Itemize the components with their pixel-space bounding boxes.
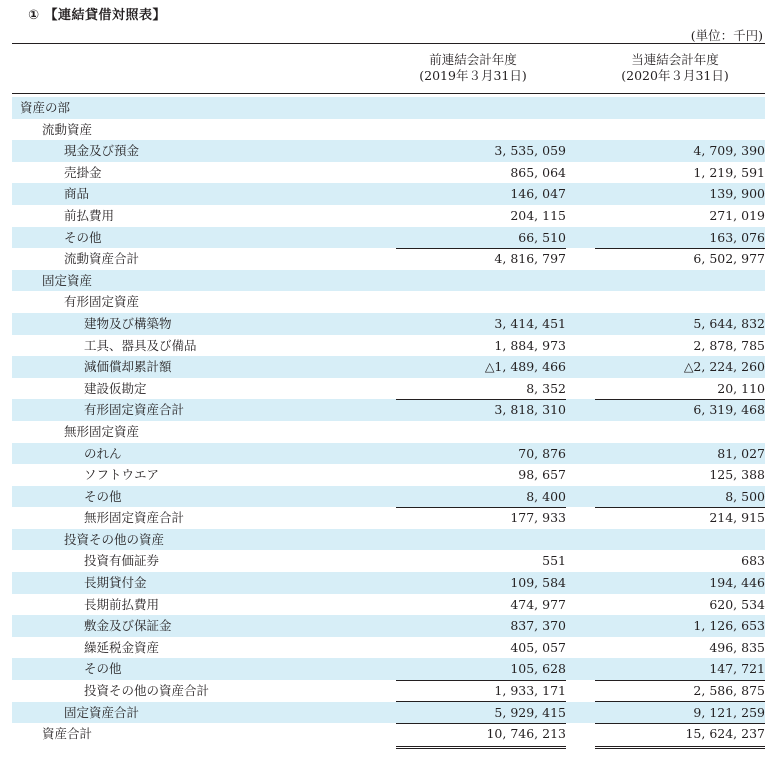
row-label: 有形固定資産	[64, 294, 140, 310]
table-row	[12, 615, 765, 637]
subtotal-rule	[396, 701, 566, 702]
current-year-value: 683	[741, 553, 765, 569]
row-label: 投資その他の資産	[64, 531, 165, 547]
table-row	[12, 464, 765, 486]
row-label: 固定資産合計	[64, 704, 140, 720]
table-row	[12, 507, 765, 529]
row-label: 無形固定資産	[64, 423, 140, 439]
row-label: 長期貸付金	[84, 575, 147, 591]
grand-total-double-rule	[595, 748, 765, 749]
current-year-value: 139, 900	[709, 186, 765, 202]
table-row	[12, 486, 765, 508]
subtotal-rule	[595, 399, 765, 400]
subtotal-rule	[396, 680, 566, 681]
table-row	[12, 335, 765, 357]
prior-year-value: 837, 370	[510, 618, 566, 634]
prior-year-value: 474, 977	[510, 596, 566, 612]
current-year-value: 214, 915	[709, 510, 765, 526]
current-year-value: 81, 027	[717, 445, 765, 461]
prior-year-value: 1, 933, 171	[494, 683, 566, 699]
row-label: 売掛金	[64, 164, 102, 180]
current-year-value: 5, 644, 832	[693, 315, 765, 331]
row-label: 有形固定資産合計	[84, 402, 185, 418]
subtotal-rule	[396, 248, 566, 249]
subtotal-rule	[595, 701, 765, 702]
subtotal-rule	[396, 723, 566, 724]
row-label: 固定資産	[42, 272, 93, 288]
current-year-value: 2, 878, 785	[693, 337, 765, 353]
table-row	[12, 291, 765, 313]
prior-year-value: 8, 352	[526, 380, 566, 396]
table-row	[12, 723, 765, 745]
table-row	[12, 140, 765, 162]
prior-year-value: 105, 628	[510, 661, 566, 677]
prior-year-value: 405, 057	[510, 639, 566, 655]
subtotal-rule	[595, 507, 765, 508]
prior-year-value: 3, 535, 059	[494, 143, 566, 159]
row-label: 商品	[64, 186, 90, 202]
header-rule	[12, 93, 765, 94]
row-label: 資産の部	[20, 100, 71, 115]
table-row	[12, 97, 765, 119]
current-year-value: 2, 586, 875	[693, 683, 765, 699]
row-label: ソフトウエア	[84, 467, 160, 483]
subtotal-rule	[396, 507, 566, 508]
table-row	[12, 399, 765, 421]
table-row	[12, 313, 765, 335]
current-year-value: 125, 388	[709, 467, 765, 483]
prior-year-value: 177, 933	[510, 510, 566, 526]
table-row	[12, 119, 765, 141]
subtotal-rule	[595, 248, 765, 249]
subtotal-rule	[396, 399, 566, 400]
row-label: 現金及び預金	[64, 143, 140, 159]
prior-year-value: 109, 584	[510, 575, 566, 591]
row-label: のれん	[84, 445, 122, 461]
row-label: その他	[84, 661, 122, 677]
row-label: 流動資産	[42, 121, 93, 137]
current-year-value: 6, 319, 468	[693, 402, 765, 418]
table-row	[12, 227, 765, 249]
prior-year-value: 70, 876	[518, 445, 566, 461]
table-row	[12, 702, 765, 724]
table-row	[12, 162, 765, 184]
current-year-value: 8, 500	[725, 488, 765, 504]
current-year-value: 20, 110	[717, 380, 765, 396]
row-label: 減価償却累計額	[84, 359, 172, 375]
table-row	[12, 378, 765, 400]
row-label: 長期前払費用	[84, 596, 160, 612]
prior-year-value: 66, 510	[518, 229, 566, 245]
unit-label: (単位：千円)	[690, 28, 763, 43]
prior-year-value: 146, 047	[510, 186, 566, 202]
table-row	[12, 205, 765, 227]
prior-year-value: 5, 929, 415	[494, 704, 566, 720]
column-header-current-date: (2020年３月31日)	[621, 68, 729, 83]
table-row	[12, 183, 765, 205]
row-label: その他	[84, 488, 122, 504]
table-row	[12, 443, 765, 465]
grand-total-double-rule	[396, 748, 566, 749]
current-year-value: 1, 219, 591	[693, 164, 765, 180]
current-year-value: 496, 835	[709, 639, 765, 655]
row-label: その他	[64, 229, 102, 245]
row-label: 工具、器具及び備品	[84, 337, 197, 353]
row-label: 投資その他の資産合計	[84, 683, 210, 699]
current-year-value: 620, 534	[709, 596, 765, 612]
current-year-value: 9, 121, 259	[693, 704, 765, 720]
top-rule	[12, 43, 765, 44]
row-label: 投資有価証券	[84, 553, 160, 569]
column-header-current-title: 当連結会計年度	[631, 52, 719, 67]
row-label: 繰延税金資産	[84, 639, 160, 655]
column-header-current	[595, 52, 755, 84]
subtotal-rule	[595, 680, 765, 681]
row-label: 建物及び構築物	[84, 315, 172, 331]
current-year-value: 1, 126, 653	[693, 618, 765, 634]
subtotal-rule	[595, 723, 765, 724]
prior-year-value: 3, 414, 451	[494, 315, 566, 331]
column-header-prior-date: (2019年３月31日)	[419, 68, 527, 83]
current-year-value: 15, 624, 237	[685, 726, 765, 742]
row-label: 流動資産合計	[64, 251, 140, 267]
grand-total-double-rule	[595, 746, 765, 747]
section-title: ① 【連結貸借対照表】	[28, 8, 167, 23]
prior-year-value: 98, 657	[518, 467, 566, 483]
current-year-value: 147, 721	[709, 661, 765, 677]
balance-sheet-table	[12, 97, 765, 745]
table-row	[12, 550, 765, 572]
table-row	[12, 572, 765, 594]
row-label: 敷金及び保証金	[84, 618, 172, 634]
prior-year-value: 551	[542, 553, 566, 569]
row-label: 資産合計	[42, 726, 93, 742]
table-row	[12, 421, 765, 443]
current-year-value: 194, 446	[709, 575, 765, 591]
prior-year-value: 4, 816, 797	[494, 251, 566, 267]
table-row	[12, 680, 765, 702]
grand-total-double-rule	[396, 746, 566, 747]
table-row	[12, 248, 765, 270]
prior-year-value: 1, 884, 973	[494, 337, 566, 353]
current-year-value: 4, 709, 390	[693, 143, 765, 159]
current-year-value: △2, 224, 260	[683, 359, 765, 375]
prior-year-value: △1, 489, 466	[484, 359, 566, 375]
table-row	[12, 529, 765, 551]
prior-year-value: 8, 400	[526, 488, 566, 504]
table-row	[12, 594, 765, 616]
row-label: 前払費用	[64, 207, 115, 223]
prior-year-value: 10, 746, 213	[486, 726, 566, 742]
row-label: 建設仮勘定	[84, 380, 147, 396]
table-row	[12, 637, 765, 659]
table-row	[12, 270, 765, 292]
prior-year-value: 3, 818, 310	[494, 402, 566, 418]
prior-year-value: 204, 115	[510, 207, 566, 223]
current-year-value: 6, 502, 977	[693, 251, 765, 267]
column-header-prior-title: 前連結会計年度	[429, 52, 517, 67]
table-row	[12, 356, 765, 378]
current-year-value: 163, 076	[709, 229, 765, 245]
current-year-value: 271, 019	[709, 207, 765, 223]
row-label: 無形固定資産合計	[84, 510, 185, 526]
table-row	[12, 658, 765, 680]
prior-year-value: 865, 064	[510, 164, 566, 180]
column-header-prior	[393, 52, 553, 84]
